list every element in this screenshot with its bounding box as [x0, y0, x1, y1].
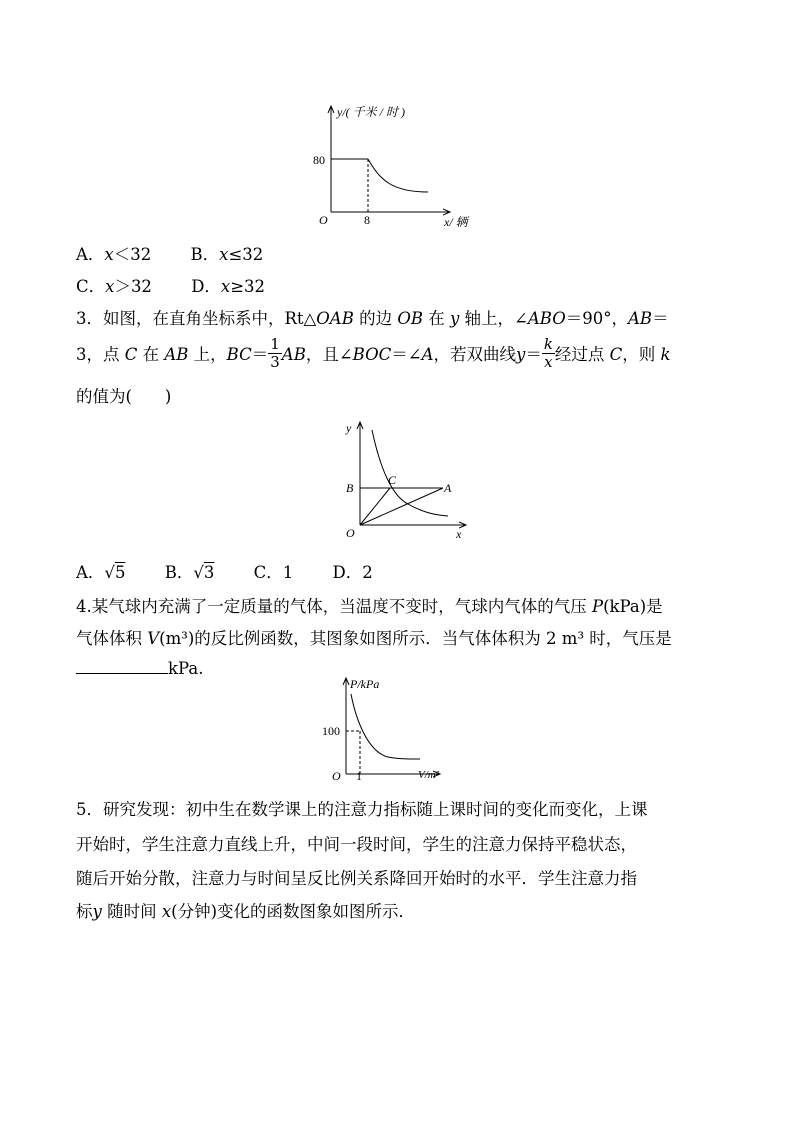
fraction-one-third — [268, 336, 282, 371]
q4-line-3 — [76, 658, 203, 680]
answer-blank[interactable] — [76, 659, 168, 674]
option-letter: C． — [76, 277, 106, 296]
text: OAB — [316, 309, 354, 328]
x-axis-label: x/ 辆 — [444, 215, 468, 229]
origin-label: O — [346, 526, 355, 540]
option-d[interactable]: D．2 — [332, 563, 373, 582]
option-text: ≤32 — [228, 245, 264, 264]
numerator: k — [543, 335, 553, 353]
y-axis-label: y — [346, 421, 352, 435]
text: 气体体积 — [76, 629, 148, 648]
text: (kPa)是 — [603, 597, 663, 616]
q5-line-1 — [76, 799, 648, 821]
q5-line-3 — [76, 868, 637, 890]
text: ，则 — [622, 345, 661, 364]
text: 开始时，学生注意力直线上升，中间一段时间，学生的注意力保持平稳状态， — [76, 835, 637, 854]
option-text: ＞32 — [114, 277, 152, 296]
radicand: 5 — [114, 563, 126, 582]
text: ＝90°， — [565, 309, 629, 328]
option-c[interactable] — [76, 277, 152, 296]
origin-label: O — [332, 769, 341, 783]
x-tick-label: 8 — [364, 213, 370, 227]
x-tick-label: 1 — [356, 769, 362, 783]
option-b[interactable] — [165, 563, 215, 582]
sqrt-sign-icon: √ — [193, 563, 204, 582]
text: ABO — [527, 309, 566, 328]
text: 3，点 — [76, 345, 125, 364]
option-letter: B． — [164, 563, 194, 582]
q3-line-2 — [76, 335, 671, 373]
text: AB — [281, 345, 306, 364]
q2-options-row-2 — [76, 276, 265, 298]
point-c-label: C — [388, 473, 397, 487]
text: 轴上，∠ — [459, 309, 528, 328]
q3-options-row — [76, 562, 373, 584]
fraction-k-over-x — [542, 336, 555, 371]
text: y — [92, 902, 102, 921]
x-axis-label: x — [456, 527, 462, 541]
text: ，若双曲线 — [433, 345, 516, 364]
denominator: x — [544, 353, 553, 371]
text: (分钟)变化的函数图象如图所示． — [171, 902, 416, 921]
sqrt-sign-icon: √ — [104, 563, 115, 582]
text: (m³)的反比例函数，其图象如图所示．当气体体积为 2 m³ 时，气压是 — [159, 629, 672, 648]
text: 上， — [188, 345, 227, 364]
option-a[interactable] — [76, 563, 125, 582]
text: P — [592, 597, 604, 616]
text: 的值为( ) — [76, 387, 172, 406]
text: ＝ — [525, 345, 542, 364]
y-tick-label: 100 — [322, 724, 340, 738]
denominator: 3 — [270, 353, 280, 371]
var-x: x — [104, 245, 114, 264]
speed-graph-figure — [310, 100, 480, 235]
text: 随时间 — [101, 902, 162, 921]
q5-line-2 — [76, 834, 637, 856]
q5-line-4 — [76, 901, 415, 923]
text: y — [449, 309, 460, 328]
numerator: 1 — [270, 335, 280, 353]
text: AB — [628, 309, 653, 328]
option-b[interactable] — [190, 245, 263, 264]
text: 标 — [76, 902, 93, 921]
text: ＝∠ — [391, 345, 422, 364]
text: x — [161, 902, 172, 921]
text: 经过点 — [554, 345, 610, 364]
q4-line-2 — [76, 628, 672, 650]
text: 的边 — [353, 309, 398, 328]
option-d[interactable] — [191, 277, 265, 296]
text: ＝ — [251, 345, 269, 364]
text: V — [147, 629, 160, 648]
option-c[interactable]: C．1 — [253, 563, 294, 582]
origin-label: O — [319, 213, 328, 227]
x-axis-label: V/m³ — [418, 769, 440, 781]
text: 3．如图，在直角坐标系中，Rt△ — [76, 309, 317, 328]
text: ＝ — [652, 309, 669, 328]
text: BOC — [352, 345, 392, 364]
inverse-curve — [351, 694, 420, 759]
point-a-label: A — [444, 481, 452, 495]
text: 在 — [137, 345, 165, 364]
text: y — [516, 345, 526, 364]
option-text: ≥32 — [230, 277, 266, 296]
y-tick-label: 80 — [313, 153, 325, 167]
segment-oc — [360, 488, 390, 525]
q4-line-1 — [76, 596, 663, 618]
var-x: x — [105, 277, 115, 296]
text: 4.某气球内充满了一定质量的气体，当温度不变时，气球内气体的气压 — [76, 597, 592, 616]
var-x: x — [220, 277, 231, 296]
hyperbola-triangle-figure — [330, 418, 480, 543]
text: 5．研究发现：初中生在数学课上的注意力指标随上课时间的变化而变化，上课 — [76, 800, 648, 819]
text: 在 — [422, 309, 450, 328]
text: k — [660, 345, 671, 364]
q3-line-1 — [76, 308, 669, 330]
q3-line-3 — [76, 386, 171, 408]
q2-options-row-1 — [76, 244, 263, 266]
decay-curve — [368, 159, 428, 192]
option-text: ＜32 — [113, 245, 152, 264]
y-axis-label: y/( 千米 / 时 ) — [337, 105, 405, 119]
option-letter: A． — [76, 563, 105, 582]
point-b-label: B — [346, 481, 354, 495]
option-letter: A． — [76, 245, 105, 264]
text: A — [421, 345, 434, 364]
pressure-volume-figure — [318, 672, 458, 787]
text: ，且∠ — [305, 345, 353, 364]
option-letter: B． — [190, 245, 220, 264]
y-axis-label: P/kPa — [350, 677, 380, 691]
option-a[interactable] — [76, 245, 151, 264]
text: OB — [397, 309, 423, 328]
text: C — [609, 345, 623, 364]
text: kPa. — [168, 659, 204, 678]
radicand: 3 — [203, 563, 215, 582]
option-letter: D． — [191, 277, 221, 296]
text: 随后开始分散，注意力与时间呈反比例关系降回开始时的水平．学生注意力指 — [76, 869, 637, 888]
text: BC — [226, 345, 252, 364]
text: AB — [164, 345, 189, 364]
var-x: x — [219, 245, 229, 264]
text: C — [124, 345, 138, 364]
segment-oa — [360, 488, 443, 525]
